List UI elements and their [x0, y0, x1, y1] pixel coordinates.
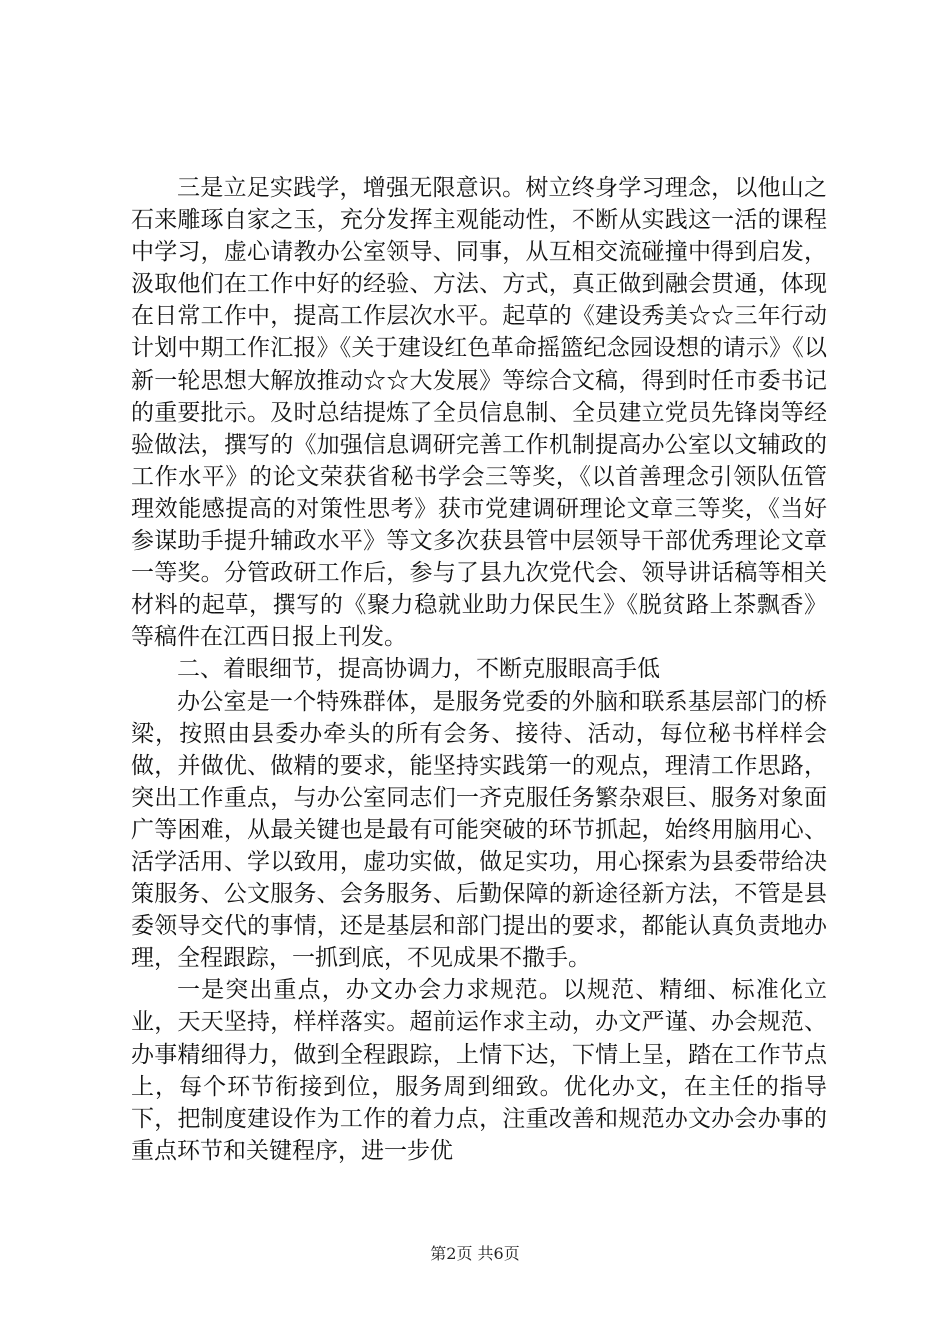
- paragraph-document-standards: 一是突出重点，办文办会力求规范。以规范、精细、标准化立业，天天坚持，样样落实。超前运作求主动，办文严谨、办会规范、办事精细得力，做到全程跟踪，上情下达，下情上呈，踏在工作节点上，每个环节衔接到位，服务周到细致。优化办文，在主任的指导下，把制度建设作为工作的着力点，注重改善和规范办文办会办事的重点环节和关键程序，进一步优: [131, 977, 827, 1164]
- paragraph-practice-learning: 三是立足实践学，增强无限意识。树立终身学习理念，以他山之石来雕琢自家之玉，充分发挥主观能动性，不断从实践这一活的课程中学习，虚心请教办公室领导、同事，从互相交流碰撞中得到启发，汲取他们在工作中好的经验、方法、方式，真正做到融会贯通，体现在日常工作中，提高工作层次水平。起草的《建设秀美☆☆三年行动计划中期工作汇报》《关于建设红色革命摇篮纪念园设想的请示》《以新一轮思想大解放推动☆☆大发展》等综合文稿，得到时任市委书记的重要批示。及时总结提炼了全员信息制、全员建立党员先锋岗等经验做法，撰写的《加强信息调研完善工作机制提高办公室以文辅政的工作水平》的论文荣获省秘书学会三等奖，《以首善理念引领队伍管理效能感提高的对策性思考》获市党建调研理论文章三等奖，《当好参谋助手提升辅政水平》等文多次获县管中层领导干部优秀理论文章一等奖。分管政研工作后，参与了县九次党代会、领导讲话稿等相关材料的起草，撰写的《聚力稳就业助力保民生》《脱贫路上茶飘香》等稿件在江西日报上刊发。: [131, 175, 827, 651]
- page-footer: 第2页 共6页: [430, 1244, 520, 1263]
- document-body: [131, 172, 827, 1167]
- paragraph-office-coordination: 办公室是一个特殊群体，是服务党委的外脑和联系基层部门的桥梁，按照由县委办牵头的所有会务、接待、活动，每位秘书样样会做，并做优、做精的要求，能坚持实践第一的观点，理清工作思路，突出工作重点，与办公室同志们一齐克服任务繁杂艰巨、服务对象面广等困难，从最关键也是最有可能突破的环节抓起，始终用脑用心、活学活用、学以致用，虚功实做，做足实功，用心探索为县委带给决策服务、公文服务、会务服务、后勤保障的新途径新方法，不管是县委领导交代的事情，还是基层和部门提出的要求，都能认真负责地办理，全程跟踪，一抓到底，不见成果不撒手。: [131, 688, 827, 972]
- section-heading-details: 二、着眼细节，提高协调力，不断克服眼高手低: [177, 656, 660, 683]
